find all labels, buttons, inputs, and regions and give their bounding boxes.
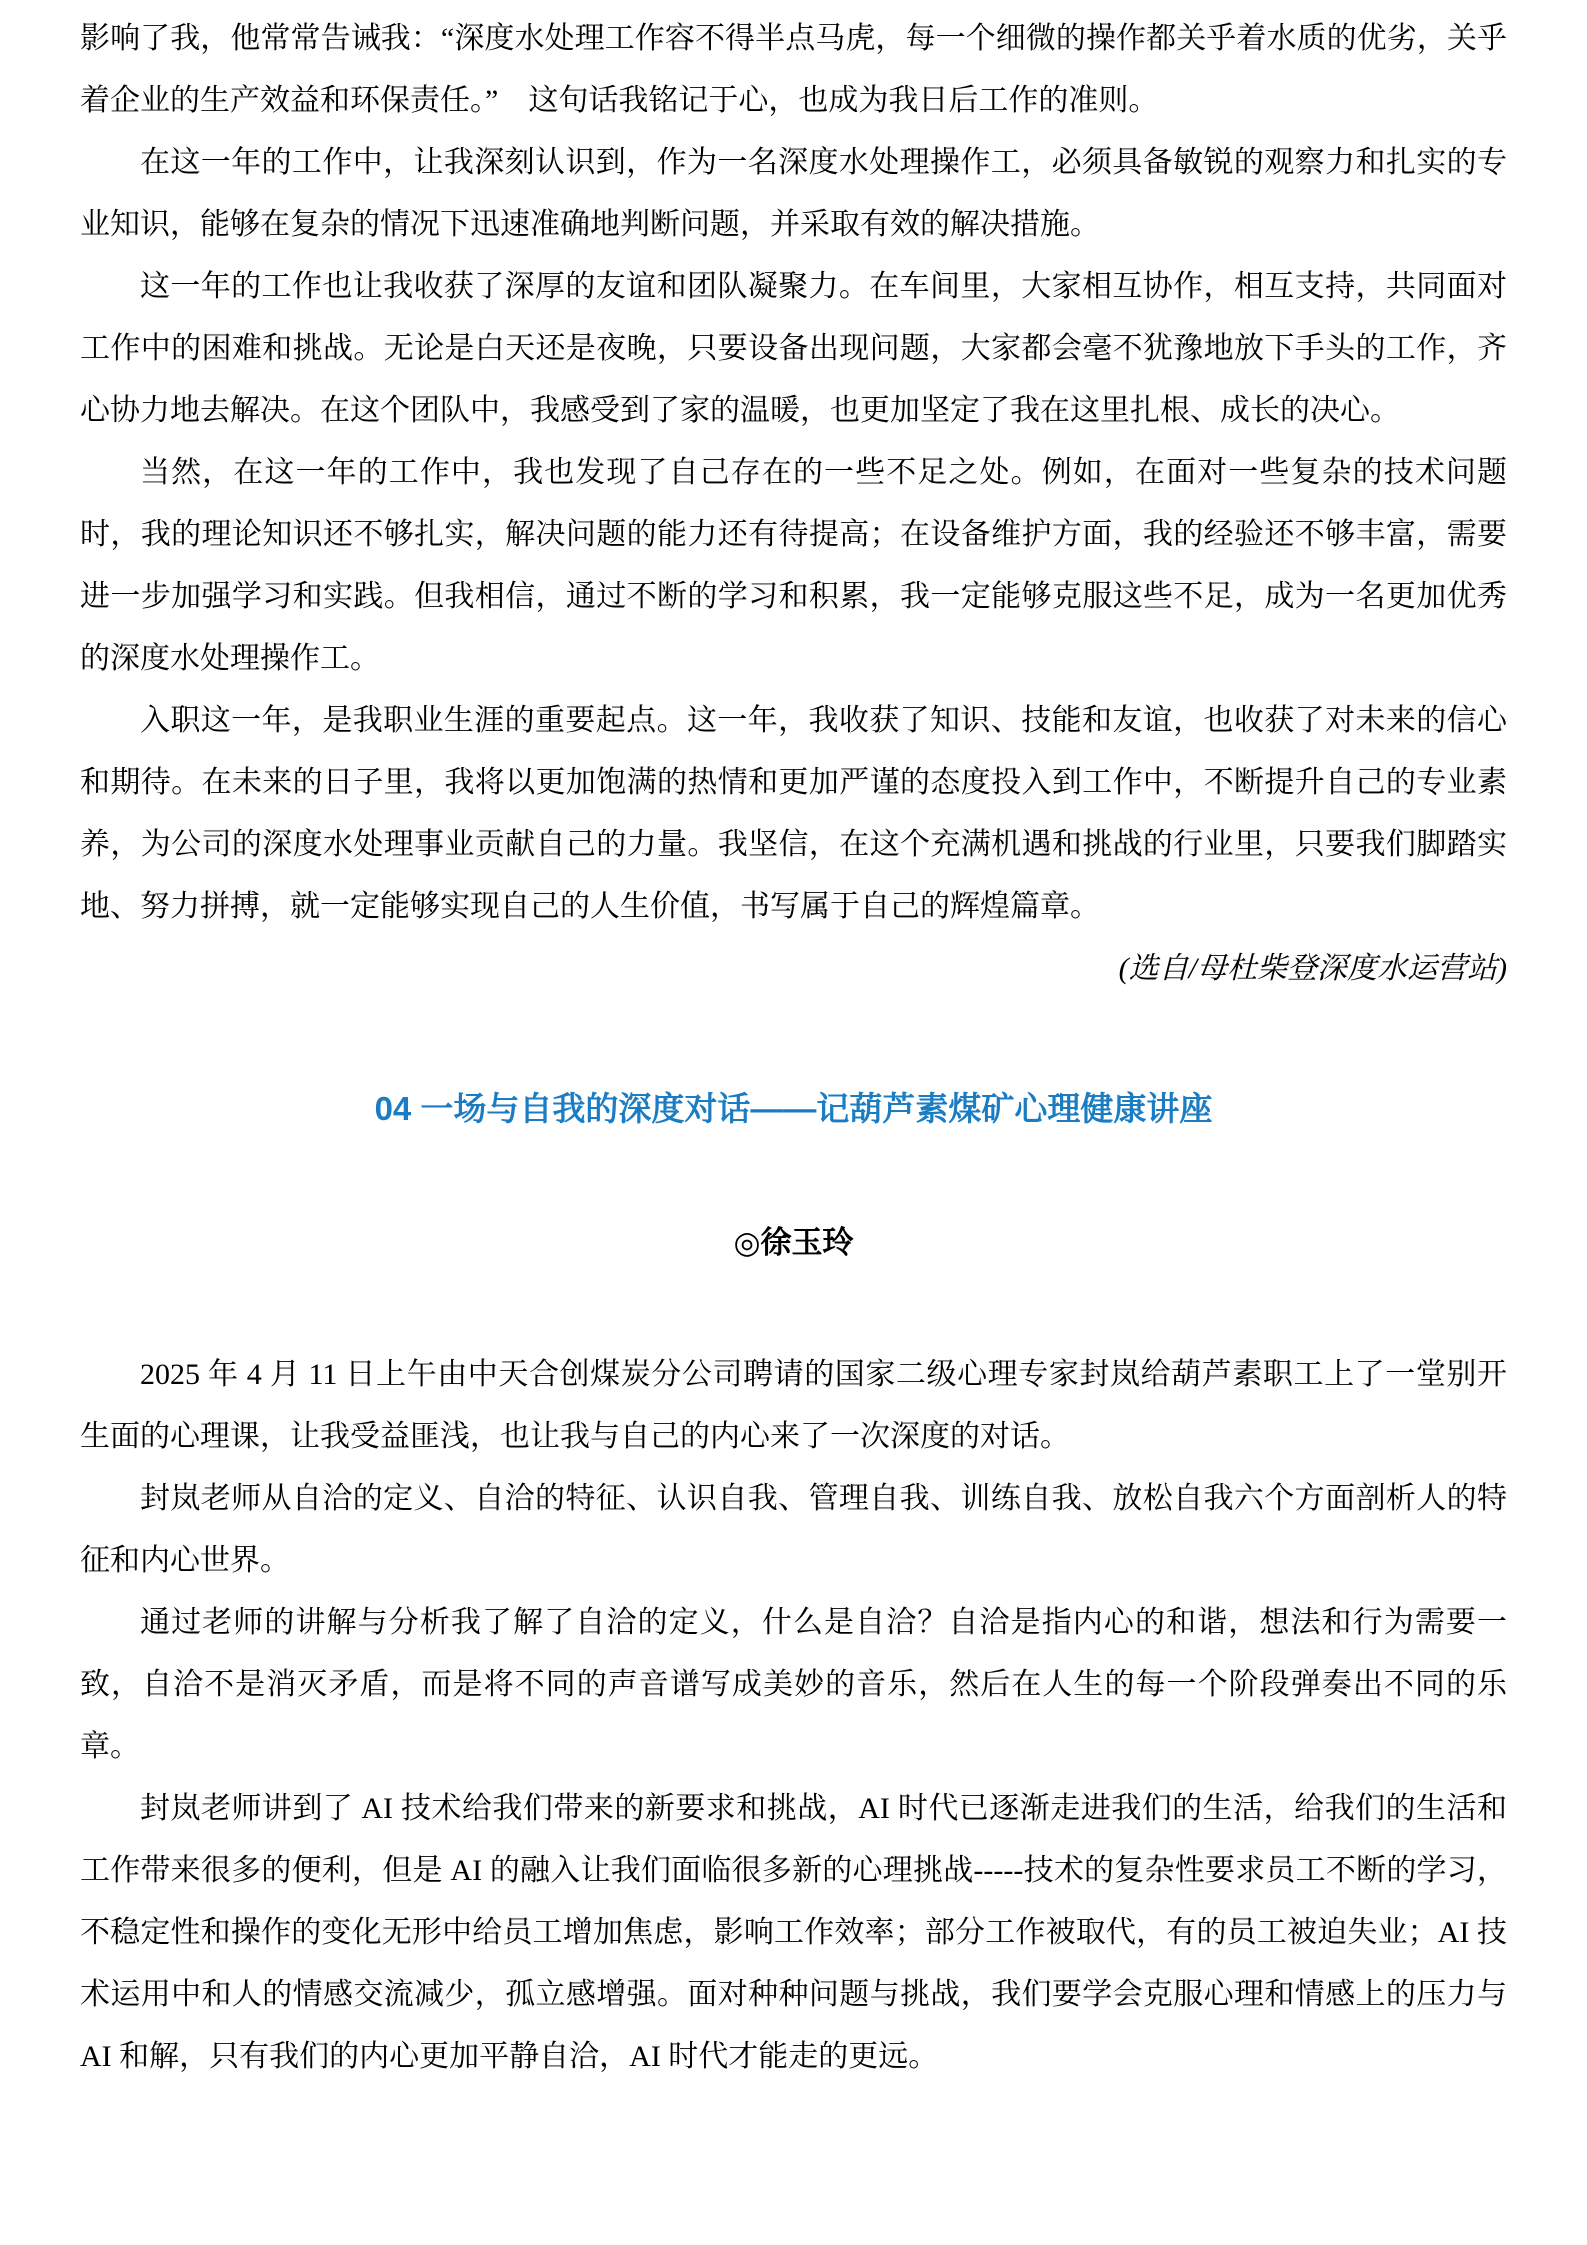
article-water-treatment (80, 8, 1507, 1000)
paragraph-continuation: 影响了我，他常常告诫我：“深度水处理工作容不得半点马虎，每一个细微的操作都关乎着水质的优劣，关乎着企业的生产效益和环保责任。” 这句话我铭记于心，也成为我日后工作的准则。 (80, 22, 1507, 117)
paragraph-ai-challenges: 封岚老师讲到了 AI 技术给我们带来的新要求和挑战，AI 时代已逐渐走进我们的生活，给我们的生活和工作带来很多的便利，但是 AI 的融入让我们面临很多新的心理挑战-----技术的复杂性要求员工不断的学习，不稳定性和操作的变化无形中给员工增加焦虑，影响工作效率；部分工作被取代，有的员工被迫失业；AI 技术运用中和人的情感交流减少，孤立感增强。面对种种问题与挑战，我们要学会克服心理和情感上的压力与 AI 和解，只有我们的内心更加平静自洽，AI 时代才能走的更远。 (80, 1792, 1507, 2073)
paragraph-team-spirit: 这一年的工作也让我收获了深厚的友谊和团队凝聚力。在车间里，大家相互协作，相互支持，共同面对工作中的困难和挑战。无论是白天还是夜晚，只要设备出现问题，大家都会毫不犹豫地放下手头的工作，齐心协力地去解决。在这个团队中，我感受到了家的温暖，也更加坚定了我在这里扎根、成长的决心。 (80, 270, 1507, 427)
paragraph-shortcomings: 当然，在这一年的工作中，我也发现了自己存在的一些不足之处。例如，在面对一些复杂的技术问题时，我的理论知识还不够扎实，解决问题的能力还有待提高；在设备维护方面，我的经验还不够丰富，需要进一步加强学习和实践。但我相信，通过不断的学习和积累，我一定能够克服这些不足，成为一名更加优秀的深度水处理操作工。 (80, 456, 1507, 675)
paragraph-six-aspects: 封岚老师从自洽的定义、自洽的特征、认识自我、管理自我、训练自我、放松自我六个方面剖析人的特征和内心世界。 (80, 1482, 1507, 1577)
paragraph-career-outlook: 入职这一年，是我职业生涯的重要起点。这一年，我收获了知识、技能和友谊，也收获了对未来的信心和期待。在未来的日子里，我将以更加饱满的热情和更加严谨的态度投入到工作中，不断提升自己的专业素养，为公司的深度水处理事业贡献自己的力量。我坚信，在这个充满机遇和挑战的行业里，只要我们脚踏实地、努力拼搏，就一定能够实现自己的人生价值，书写属于自己的辉煌篇章。 (80, 704, 1507, 923)
section-heading: 04 一场与自我的深度对话——记葫芦素煤矿心理健康讲座 (374, 1090, 1213, 1127)
paragraph-self-consistency: 通过老师的讲解与分析我了解了自洽的定义，什么是自洽？自洽是指内心的和谐，想法和行为需要一致，自洽不是消灭矛盾，而是将不同的声音谱写成美妙的音乐，然后在人生的每一个阶段弹奏出不同的乐章。 (80, 1606, 1507, 1763)
author-byline: ◎徐玉玲 (733, 1225, 854, 1260)
paragraph-lecture-intro: 2025 年 4 月 11 日上午由中天合创煤炭分公司聘请的国家二级心理专家封岚给葫芦素职工上了一堂别开生面的心理课，让我受益匪浅，也让我与自己的内心来了一次深度的对话。 (80, 1358, 1507, 1453)
article-psych-lecture (80, 1078, 1507, 2088)
paragraph-work-insight: 在这一年的工作中，让我深刻认识到，作为一名深度水处理操作工，必须具备敏锐的观察力和扎实的专业知识，能够在复杂的情况下迅速准确地判断问题，并采取有效的解决措施。 (80, 146, 1507, 241)
source-attribution: (选自/母杜柴登深度水运营站) (1118, 952, 1507, 985)
